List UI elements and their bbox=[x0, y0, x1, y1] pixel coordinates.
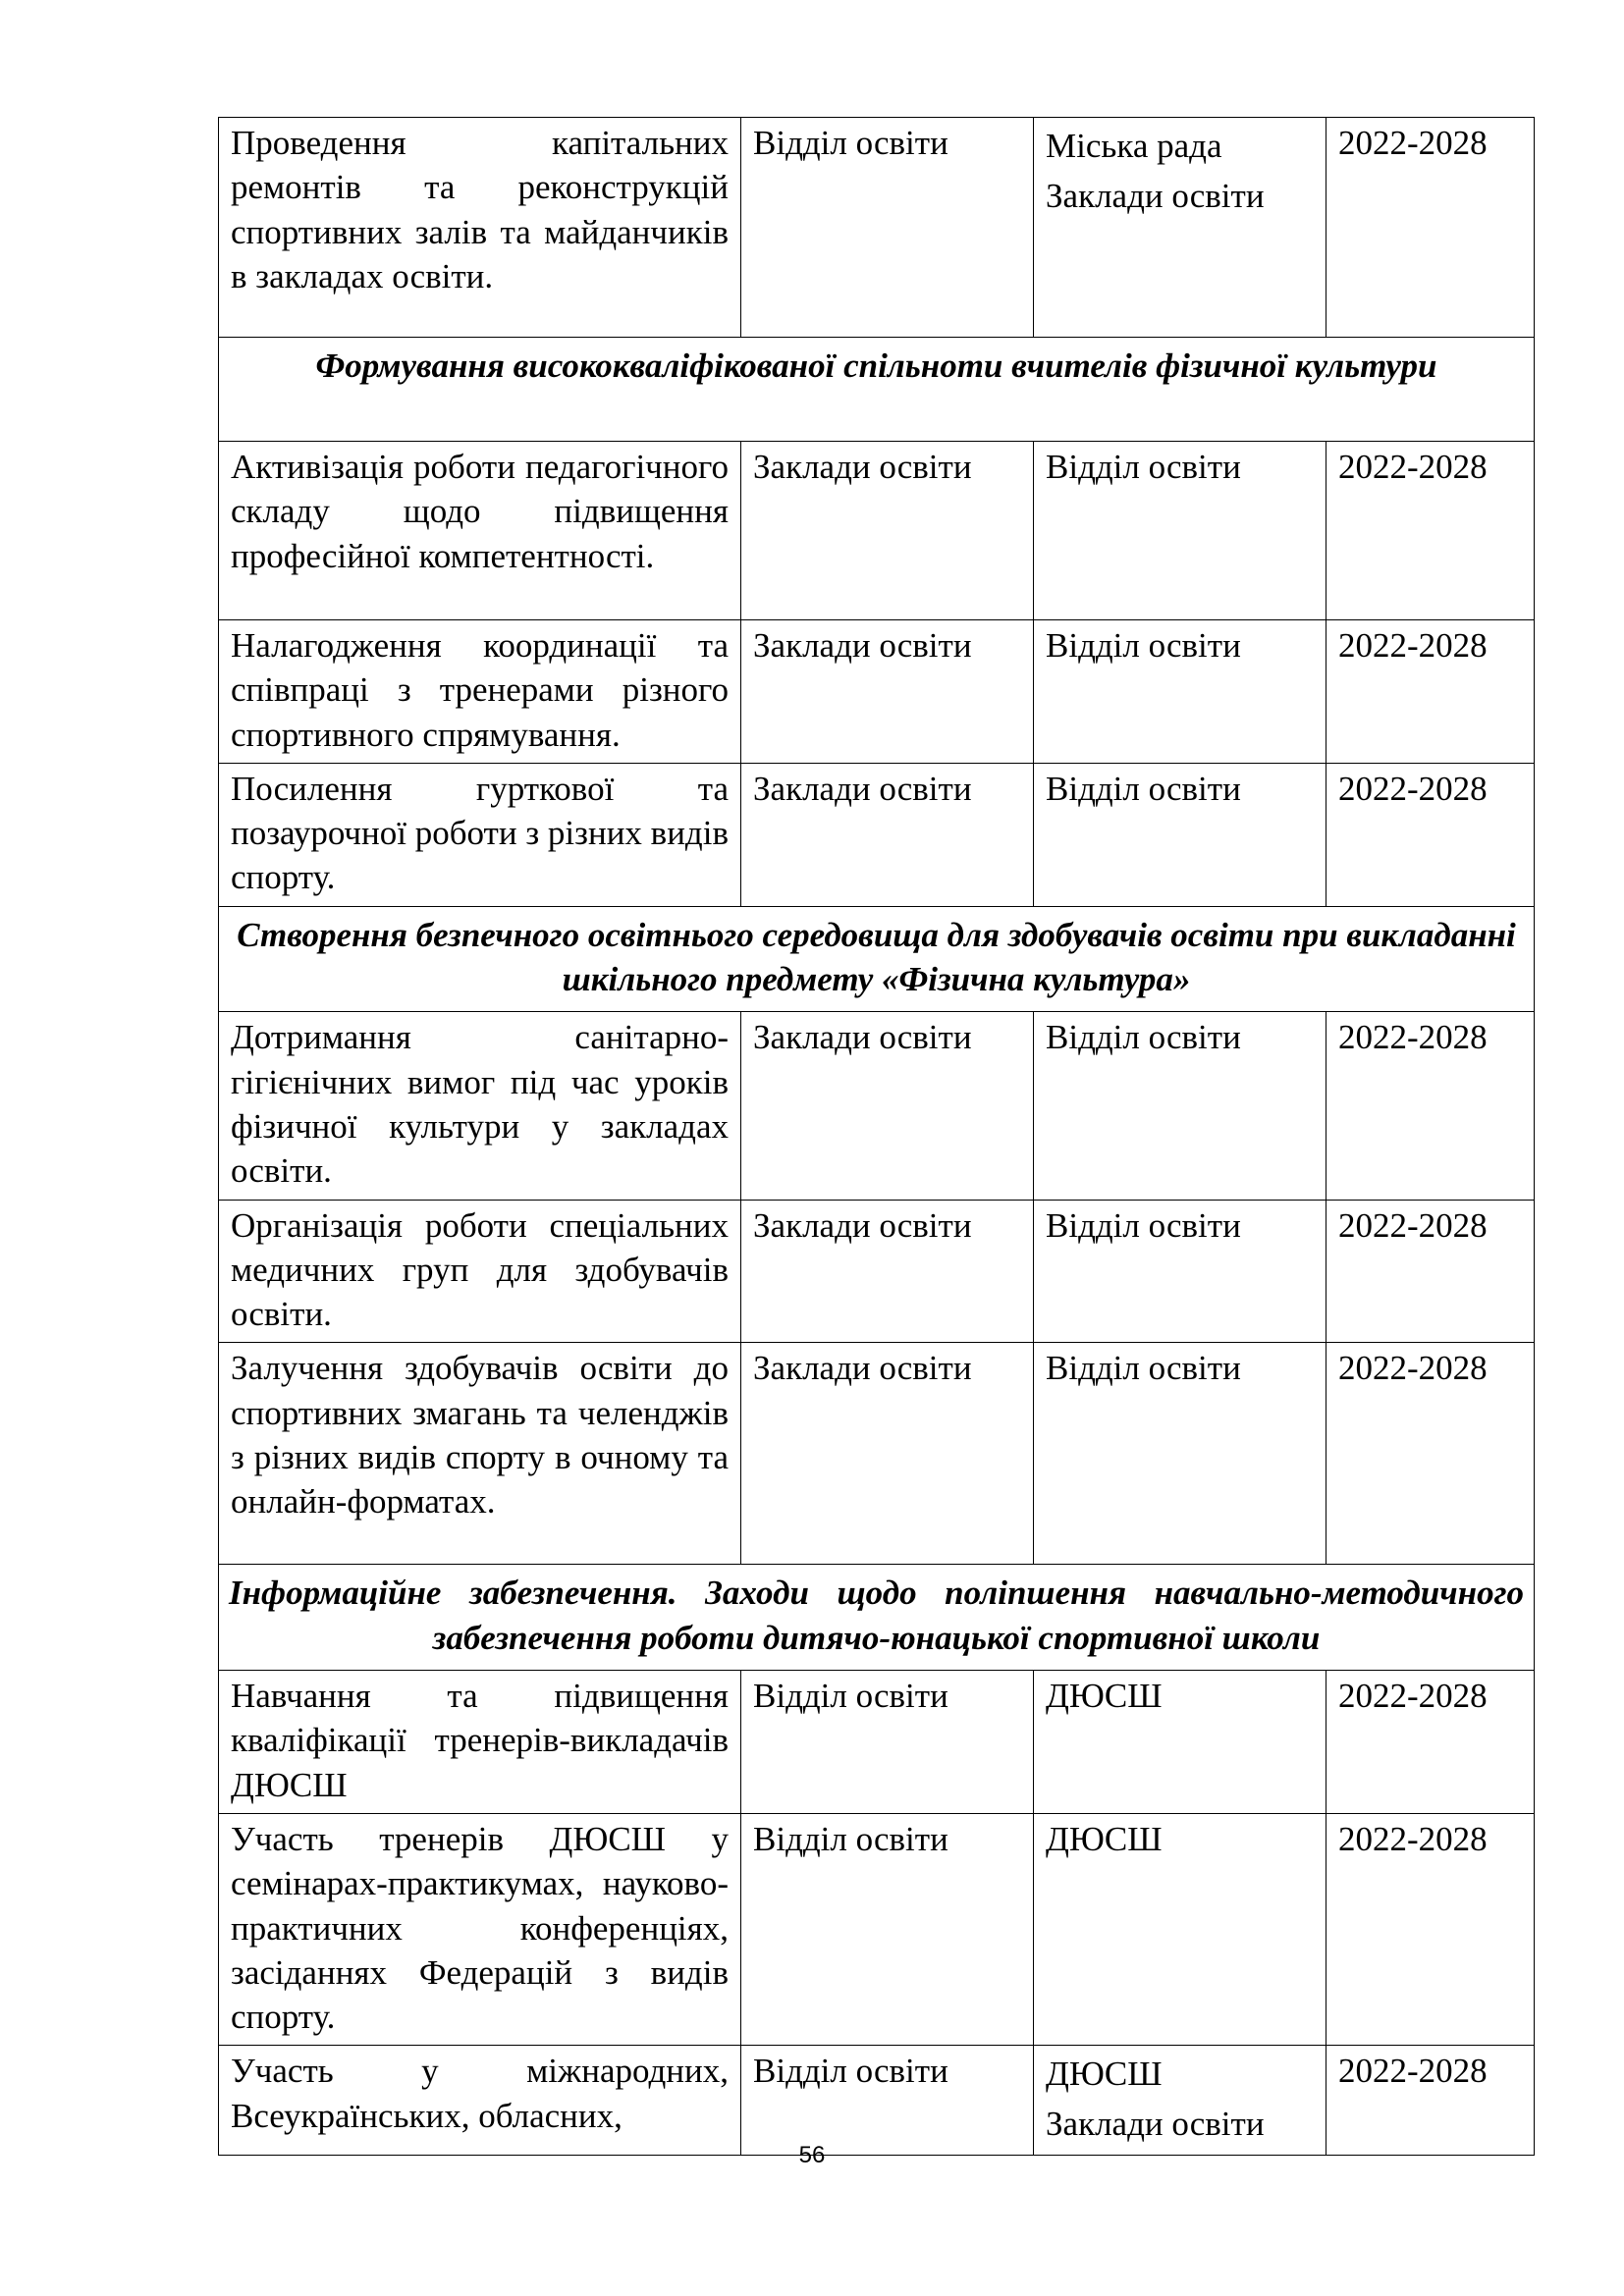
partner-name: Заклади освіти bbox=[1046, 2105, 1265, 2144]
activity-cell: Участь тренерів ДЮСШ у семінарах-практикумах, науково-практичних конференціях, засіданнях Федерацій з видів спорту. bbox=[219, 1813, 741, 2045]
activity-cell: Посилення гурткової та позаурочної роботи з різних видів спорту. bbox=[219, 763, 741, 906]
activity-cell: Навчання та підвищення кваліфікації тренерів-викладачів ДЮСШ bbox=[219, 1671, 741, 1814]
partners-cell bbox=[1034, 1813, 1326, 2045]
term-cell: 2022-2028 bbox=[1326, 1012, 1535, 1200]
term-cell: 2022-2028 bbox=[1326, 442, 1535, 620]
table-row bbox=[219, 2046, 1535, 2156]
partners-cell bbox=[1034, 1200, 1326, 1343]
partner-name: Відділ освіти bbox=[1046, 626, 1241, 665]
page-number: 56 bbox=[798, 2142, 826, 2168]
term-cell: 2022-2028 bbox=[1326, 1200, 1535, 1343]
responsible-cell: Заклади освіти bbox=[741, 763, 1034, 906]
responsible-cell: Заклади освіти bbox=[741, 1343, 1034, 1565]
partner-name: Заклади освіти bbox=[1046, 177, 1265, 215]
partner-name: Міська рада bbox=[1046, 127, 1222, 165]
partners-cell bbox=[1034, 2046, 1326, 2156]
section-heading: Інформаційне забезпечення. Заходи щодо поліпшення навчально-методичного забезпечення роботи дитячо-юнацької спортивної школи bbox=[219, 1565, 1535, 1671]
term-cell: 2022-2028 bbox=[1326, 2046, 1535, 2156]
partners-cell bbox=[1034, 620, 1326, 764]
partner-name: ДЮСШ bbox=[1046, 2055, 1163, 2094]
table-row bbox=[219, 763, 1535, 906]
responsible-cell: Відділ освіти bbox=[741, 118, 1034, 338]
table-row bbox=[219, 1671, 1535, 1814]
term-cell: 2022-2028 bbox=[1326, 1343, 1535, 1565]
table-row bbox=[219, 620, 1535, 764]
table-row bbox=[219, 1813, 1535, 2045]
responsible-cell: Відділ освіти bbox=[741, 2046, 1034, 2156]
term-cell: 2022-2028 bbox=[1326, 1671, 1535, 1814]
table-row bbox=[219, 118, 1535, 338]
responsible-cell: Відділ освіти bbox=[741, 1671, 1034, 1814]
activity-cell: Організація роботи спеціальних медичних груп для здобувачів освіти. bbox=[219, 1200, 741, 1343]
term-cell: 2022-2028 bbox=[1326, 763, 1535, 906]
responsible-cell: Заклади освіти bbox=[741, 442, 1034, 620]
section-header-row bbox=[219, 906, 1535, 1012]
section-heading: Формування висококваліфікованої спільноти вчителів фізичної культури bbox=[219, 338, 1535, 442]
partner-name: ДЮСШ bbox=[1046, 1819, 1163, 1858]
term-cell: 2022-2028 bbox=[1326, 118, 1535, 338]
partner-name: Відділ освіти bbox=[1046, 1018, 1241, 1057]
partner-name: ДЮСШ bbox=[1046, 1677, 1163, 1716]
partner-name: Відділ освіти bbox=[1046, 1349, 1241, 1388]
partners-cell bbox=[1034, 763, 1326, 906]
partners-cell bbox=[1034, 1012, 1326, 1200]
section-heading: Створення безпечного освітнього середовища для здобувачів освіти при викладанні шкільного предмету «Фізична культура» bbox=[219, 906, 1535, 1012]
partners-cell bbox=[1034, 442, 1326, 620]
activity-cell: Налагодження координації та співпраці з тренерами різного спортивного спрямування. bbox=[219, 620, 741, 764]
measures-table bbox=[218, 117, 1535, 2156]
partner-name: Відділ освіти bbox=[1046, 448, 1241, 486]
table-body bbox=[219, 118, 1535, 2156]
activity-cell: Залучення здобувачів освіти до спортивних змагань та челенджів з різних видів спорту в очному та онлайн-форматах. bbox=[219, 1343, 741, 1565]
activity-cell: Активізація роботи педагогічного складу щодо підвищення професійної компетентності. bbox=[219, 442, 741, 620]
responsible-cell: Заклади освіти bbox=[741, 620, 1034, 764]
partner-name: Відділ освіти bbox=[1046, 1205, 1241, 1245]
section-header-row bbox=[219, 1565, 1535, 1671]
responsible-cell: Відділ освіти bbox=[741, 1813, 1034, 2045]
responsible-cell: Заклади освіти bbox=[741, 1012, 1034, 1200]
partners-cell bbox=[1034, 1671, 1326, 1814]
table-row bbox=[219, 1343, 1535, 1565]
section-header-row bbox=[219, 338, 1535, 442]
term-cell: 2022-2028 bbox=[1326, 1813, 1535, 2045]
activity-cell: Дотримання санітарно-гігієнічних вимог під час уроків фізичної культури у закладах освіти. bbox=[219, 1012, 741, 1200]
table-row bbox=[219, 1200, 1535, 1343]
partners-cell bbox=[1034, 118, 1326, 338]
activity-cell: Участь у міжнародних, Всеукраїнських, обласних, bbox=[219, 2046, 741, 2156]
activity-cell: Проведення капітальних ремонтів та реконструкцій спортивних залів та майданчиків в закладах освіти. bbox=[219, 118, 741, 338]
partners-cell bbox=[1034, 1343, 1326, 1565]
table-row bbox=[219, 1012, 1535, 1200]
term-cell: 2022-2028 bbox=[1326, 620, 1535, 764]
table-row bbox=[219, 442, 1535, 620]
partner-name: Відділ освіти bbox=[1046, 769, 1241, 808]
responsible-cell: Заклади освіти bbox=[741, 1200, 1034, 1343]
